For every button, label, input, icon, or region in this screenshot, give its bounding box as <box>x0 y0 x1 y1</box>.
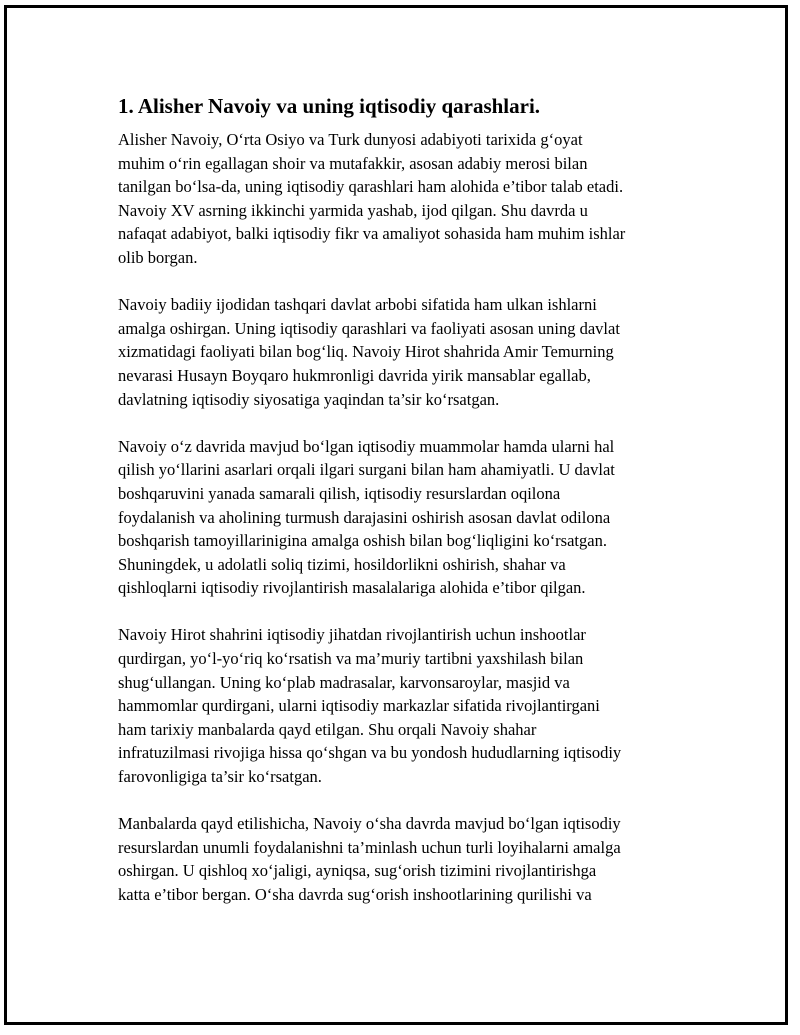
text-line: Shuningdek, u adolatli soliq tizimi, hosildorlikni oshirish, shahar va <box>118 554 566 574</box>
paragraph-2 <box>118 293 690 411</box>
text-line: resurslardan unumli foydalanishni ta’minlash uchun turli loyihalarni amalga <box>118 837 621 857</box>
text-line: amalga oshirgan. Uning iqtisodiy qarashlari va faoliyati asosan uning davlat <box>118 318 620 338</box>
text-line: nevarasi Husayn Boyqaro hukmronligi davrida yirik mansablar egallab, <box>118 365 591 385</box>
text-line: boshqarish tamoyillarinigina amalga oshish bilan bog‘liqligini ko‘rsatgan. <box>118 531 607 551</box>
text-line: davlatning iqtisodiy siyosatiga yaqindan ta’sir ko‘rsatgan. <box>118 389 500 409</box>
text-line: olib borgan. <box>118 247 198 267</box>
text-line: Navoiy badiiy ijodidan tashqari davlat arbobi sifatida ham ulkan ishlarni <box>118 295 597 315</box>
text-line: nafaqat adabiyot, balki iqtisodiy fikr va amaliyot sohasida ham muhim ishlar <box>118 224 626 244</box>
text-line: boshqaruvini yanada samarali qilish, iqtisodiy resurslardan oqilona <box>118 483 561 503</box>
text-line: shug‘ullangan. Uning ko‘plab madrasalar, karvonsaroylar, masjid va <box>118 672 570 692</box>
paragraph-1 <box>118 128 690 270</box>
paragraph-5 <box>118 812 690 906</box>
text-line: Navoiy o‘z davrida mavjud bo‘lgan iqtisodiy muammolar hamda ularni hal <box>118 436 615 456</box>
text-line: Navoiy XV asrning ikkinchi yarmida yashab, ijod qilgan. Shu davrda u <box>118 200 588 220</box>
section-heading: 1. Alisher Navoiy va uning iqtisodiy qarashlari. <box>118 94 541 118</box>
text-line: Navoiy Hirot shahrini iqtisodiy jihatdan rivojlantirish uchun inshootlar <box>118 625 586 645</box>
document-body <box>118 92 690 930</box>
text-line: Alisher Navoiy, O‘rta Osiyo va Turk dunyosi adabiyoti tarixida g‘oyat <box>118 130 583 149</box>
text-line: ham tarixiy manbalarda qayd etilgan. Shu orqali Navoiy shahar <box>118 719 537 739</box>
paragraph-4 <box>118 623 690 788</box>
text-line: farovonligiga ta’sir ko‘rsatgan. <box>118 767 322 787</box>
text-line: tanilgan bo‘lsa-da, uning iqtisodiy qarashlari ham alohida e’tibor talab etadi. <box>118 177 624 197</box>
text-line: infratuzilmasi rivojiga hissa qo‘shgan va bu yondosh hududlarning iqtisodiy <box>118 743 622 763</box>
text-line: qurdirgan, yo‘l-yo‘riq ko‘rsatish va ma’muriy tartibni yaxshilash bilan <box>118 649 584 669</box>
paragraph-list <box>118 128 690 907</box>
text-line: qishloqlarni iqtisodiy rivojlantirish masalalariga alohida e’tibor qilgan. <box>118 578 586 598</box>
text-line: xizmatidagi faoliyati bilan bog‘liq. Navoiy Hirot shahrida Amir Temurning <box>118 342 614 362</box>
text-line: foydalanish va aholining turmush darajasini oshirish asosan davlat odilona <box>118 507 611 527</box>
text-line: Manbalarda qayd etilishicha, Navoiy o‘sha davrda mavjud bo‘lgan iqtisodiy <box>118 814 621 834</box>
text-line: katta e’tibor bergan. O‘sha davrda sug‘orish inshootlarining qurilishi va <box>118 885 592 904</box>
paragraph-3 <box>118 435 690 600</box>
text-line: muhim o‘rin egallagan shoir va mutafakkir, asosan adabiy merosi bilan <box>118 153 588 173</box>
text-line: oshirgan. U qishloq xo‘jaligi, ayniqsa, sug‘orish tizimini rivojlantirishga <box>118 861 597 881</box>
text-line: hammomlar qurdirgani, ularni iqtisodiy markazlar sifatida rivojlantirgani <box>118 696 600 716</box>
text-line: qilish yo‘llarini asarlari orqali ilgari surgani bilan ham ahamiyatli. U davlat <box>118 460 615 480</box>
